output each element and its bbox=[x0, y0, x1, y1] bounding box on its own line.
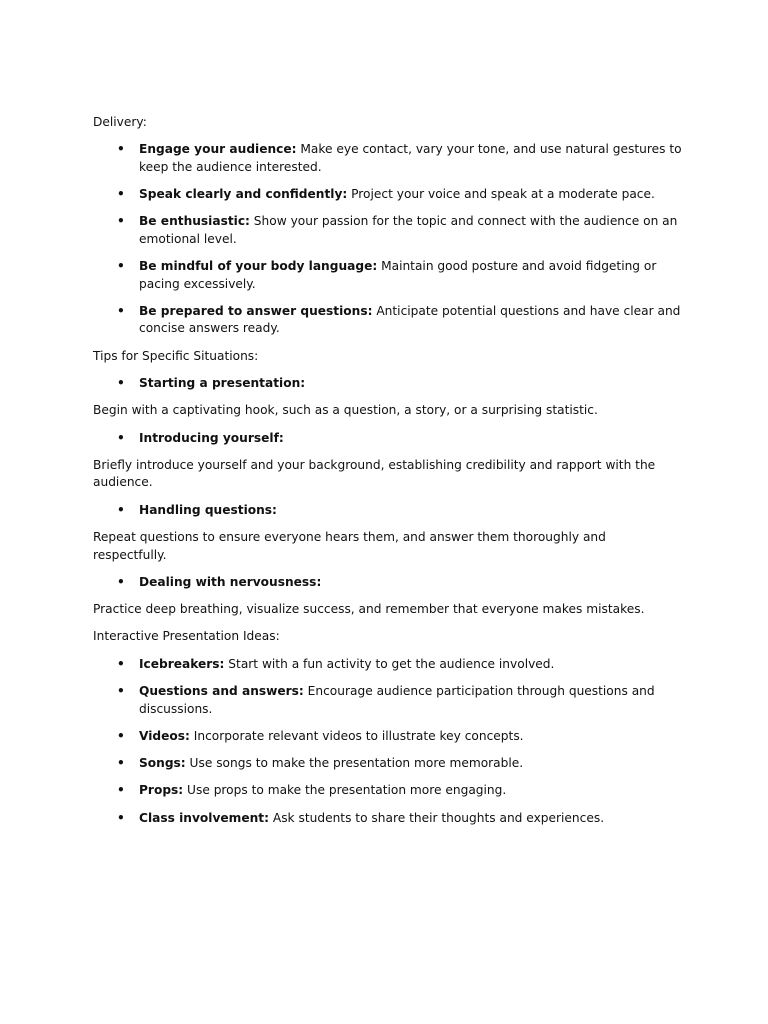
item-term: Be mindful of your body language: bbox=[139, 259, 378, 274]
item-term: Be enthusiastic: bbox=[139, 214, 250, 229]
bullet-icon: • bbox=[117, 259, 125, 274]
item-text: Project your voice and speak at a moderate pace. bbox=[347, 187, 655, 202]
item-term: Class involvement: bbox=[139, 810, 269, 825]
list-item bbox=[93, 810, 683, 828]
list-item bbox=[93, 574, 683, 592]
tip-body: Briefly introduce yourself and your background, establishing credibility and rapport with the audience. bbox=[93, 457, 656, 490]
tip-term: Dealing with nervousness: bbox=[139, 574, 322, 589]
tip-body: Repeat questions to ensure everyone hears them, and answer them thoroughly and respectfully. bbox=[93, 530, 606, 562]
item-term: Questions and answers: bbox=[139, 684, 304, 699]
tip-term-list bbox=[93, 502, 683, 520]
bullet-icon: • bbox=[117, 502, 125, 517]
item-text: Show your passion for the topic and connect with the audience on an emotional level. bbox=[139, 214, 678, 246]
document-body bbox=[93, 114, 683, 837]
bullet-icon: • bbox=[117, 187, 125, 202]
list-item bbox=[93, 755, 683, 773]
interactive-heading: Interactive Presentation Ideas: bbox=[93, 629, 280, 644]
item-term: Props: bbox=[139, 783, 184, 798]
list-item bbox=[93, 375, 683, 393]
bullet-icon: • bbox=[117, 574, 125, 589]
tip-term-list bbox=[93, 574, 683, 592]
item-term: Songs: bbox=[139, 756, 186, 771]
tip-body: Practice deep breathing, visualize success, and remember that everyone makes mistakes. bbox=[93, 602, 645, 617]
bullet-icon: • bbox=[117, 684, 125, 699]
item-text: Maintain good posture and avoid fidgeting or pacing excessively. bbox=[139, 259, 657, 291]
delivery-heading: Delivery: bbox=[93, 115, 147, 129]
list-item bbox=[93, 258, 683, 293]
item-term: Videos: bbox=[139, 728, 190, 743]
tip-term: Introducing yourself: bbox=[139, 430, 284, 445]
item-term: Icebreakers: bbox=[139, 656, 225, 671]
item-text: Incorporate relevant videos to illustrate key concepts. bbox=[189, 728, 524, 743]
list-item bbox=[93, 656, 683, 674]
tip-term-list bbox=[93, 430, 683, 448]
list-item bbox=[93, 782, 683, 800]
bullet-icon: • bbox=[117, 756, 125, 771]
list-item bbox=[93, 430, 683, 448]
tips-heading: Tips for Specific Situations: bbox=[93, 348, 259, 363]
item-term: Speak clearly and confidently: bbox=[139, 187, 348, 202]
item-text: Use songs to make the presentation more memorable. bbox=[185, 756, 524, 771]
interactive-list bbox=[93, 656, 683, 827]
bullet-icon: • bbox=[117, 142, 125, 157]
list-item bbox=[93, 728, 683, 746]
tip-term: Starting a presentation: bbox=[139, 376, 306, 391]
list-item bbox=[93, 303, 683, 338]
list-item bbox=[93, 502, 683, 520]
list-item bbox=[93, 186, 683, 204]
delivery-list bbox=[93, 141, 683, 338]
item-text: Ask students to share their thoughts and experiences. bbox=[269, 810, 605, 825]
item-text: Start with a fun activity to get the audience involved. bbox=[224, 656, 555, 671]
item-term: Engage your audience: bbox=[139, 142, 297, 157]
list-item bbox=[93, 141, 683, 176]
item-text: Anticipate potential questions and have clear and concise answers ready. bbox=[139, 303, 681, 336]
list-item bbox=[93, 683, 683, 718]
bullet-icon: • bbox=[117, 728, 125, 743]
list-item bbox=[93, 213, 683, 248]
bullet-icon: • bbox=[117, 376, 125, 391]
bullet-icon: • bbox=[117, 783, 125, 798]
tip-body: Begin with a captivating hook, such as a question, a story, or a surprising statistic. bbox=[93, 403, 598, 418]
item-text: Encourage audience participation through questions and discussions. bbox=[139, 684, 655, 716]
tip-term: Handling questions: bbox=[139, 502, 277, 517]
item-text: Use props to make the presentation more engaging. bbox=[183, 783, 507, 798]
bullet-icon: • bbox=[117, 303, 125, 318]
tip-term-list bbox=[93, 375, 683, 393]
item-text: Make eye contact, vary your tone, and use natural gestures to keep the audience interested. bbox=[139, 142, 682, 174]
bullet-icon: • bbox=[117, 430, 125, 445]
bullet-icon: • bbox=[117, 810, 125, 825]
item-term: Be prepared to answer questions: bbox=[139, 303, 373, 318]
bullet-icon: • bbox=[117, 214, 125, 229]
bullet-icon: • bbox=[117, 656, 125, 671]
